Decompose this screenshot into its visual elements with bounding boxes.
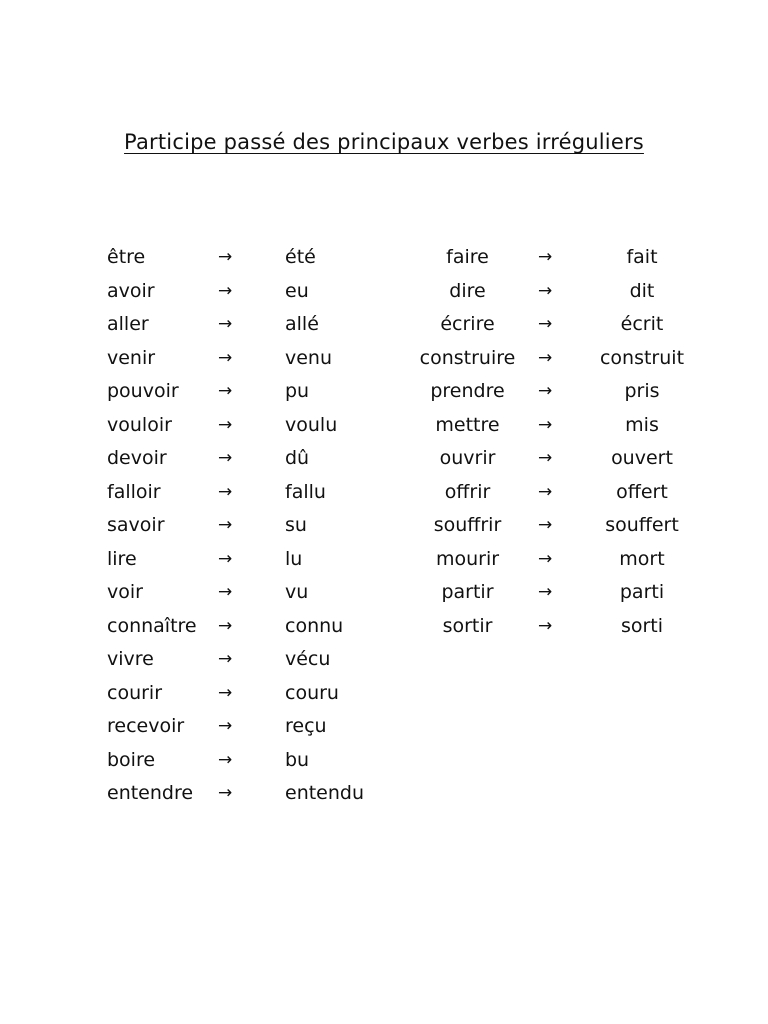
infinitive: offrir [444, 480, 491, 503]
infinitive: ouvrir [439, 447, 496, 469]
infinitive: voir [107, 581, 143, 603]
past-participle: fallu [285, 480, 326, 503]
arrow-icon: → [218, 515, 233, 535]
infinitive: connaître [107, 614, 197, 637]
past-participle: entendu [285, 782, 365, 804]
verb-row [0, 411, 400, 445]
past-participle: souffert [605, 514, 679, 536]
infinitive: faire [446, 246, 489, 268]
past-participle: vécu [285, 648, 331, 670]
past-participle: dit [629, 279, 655, 302]
verb-row [0, 746, 400, 780]
verb-row [0, 444, 400, 478]
arrow-icon: → [218, 716, 233, 736]
past-participle: reçu [285, 715, 327, 737]
arrow-icon: → [218, 582, 233, 602]
verb-row [0, 511, 400, 545]
page-title-text: Participe passé des principaux verbes irréguliers [124, 130, 644, 154]
infinitive: écrire [440, 313, 495, 335]
page-title [0, 130, 768, 154]
past-participle: allé [285, 313, 319, 335]
arrow-icon: → [218, 749, 233, 770]
infinitive: être [107, 246, 146, 268]
arrow-icon: → [538, 548, 553, 569]
verb-row [0, 679, 400, 713]
arrow-icon: → [538, 280, 553, 301]
arrow-icon: → [218, 481, 233, 502]
infinitive: mettre [435, 413, 500, 436]
verb-row [400, 243, 768, 277]
infinitive: souffrir [433, 514, 502, 536]
verb-row [0, 612, 400, 646]
infinitive: devoir [107, 447, 167, 469]
arrow-icon: → [538, 347, 553, 368]
infinitive: courir [107, 681, 163, 704]
past-participle: ouvert [611, 447, 673, 469]
arrow-icon: → [538, 615, 553, 636]
verb-row [0, 779, 400, 813]
arrow-icon: → [538, 381, 553, 401]
infinitive: prendre [430, 380, 505, 402]
verb-row [400, 411, 768, 445]
verb-row [400, 377, 768, 411]
verb-row [0, 578, 400, 612]
past-participle: pris [624, 380, 660, 402]
past-participle: été [285, 246, 316, 268]
verb-row [0, 377, 400, 411]
arrow-icon: → [538, 481, 553, 502]
verb-row [400, 612, 768, 646]
past-participle: mort [619, 547, 665, 570]
past-participle: pu [285, 380, 310, 402]
verb-row [0, 645, 400, 679]
infinitive: avoir [107, 279, 155, 302]
verb-list-left [0, 243, 400, 813]
arrow-icon: → [218, 783, 233, 803]
arrow-icon: → [218, 682, 233, 703]
arrow-icon: → [538, 448, 553, 468]
arrow-icon: → [538, 314, 553, 334]
arrow-icon: → [218, 381, 233, 401]
infinitive: pouvoir [107, 380, 179, 402]
verb-row [0, 243, 400, 277]
past-participle: écrit [620, 313, 664, 335]
infinitive: vivre [107, 648, 154, 670]
verb-row [400, 511, 768, 545]
infinitive: lire [107, 547, 137, 570]
past-participle: eu [285, 279, 309, 302]
verb-row [400, 277, 768, 311]
verb-list-right [400, 243, 768, 645]
infinitive: vouloir [107, 413, 172, 436]
past-participle: bu [285, 748, 310, 771]
infinitive: aller [107, 313, 149, 335]
arrow-icon: → [218, 615, 233, 636]
verb-row [400, 478, 768, 512]
arrow-icon: → [218, 314, 233, 334]
verb-row [400, 444, 768, 478]
infinitive: falloir [107, 480, 161, 503]
past-participle: voulu [285, 413, 338, 436]
verb-row [0, 712, 400, 746]
arrow-icon: → [538, 515, 553, 535]
arrow-icon: → [218, 247, 233, 267]
arrow-icon: → [538, 582, 553, 602]
verb-row [400, 578, 768, 612]
past-participle: lu [285, 547, 303, 570]
past-participle: connu [285, 614, 344, 637]
arrow-icon: → [538, 247, 553, 267]
arrow-icon: → [218, 448, 233, 468]
past-participle: fait [626, 246, 658, 268]
past-participle: venu [285, 346, 333, 369]
verb-row [400, 344, 768, 378]
arrow-icon: → [218, 280, 233, 301]
infinitive: sortir [442, 614, 493, 637]
verb-row [0, 310, 400, 344]
past-participle: construit [599, 346, 685, 369]
past-participle: couru [285, 681, 339, 704]
past-participle: parti [619, 581, 665, 603]
infinitive: boire [107, 748, 156, 771]
infinitive: mourir [435, 547, 500, 570]
infinitive: dire [449, 279, 486, 302]
arrow-icon: → [218, 649, 233, 669]
past-participle: vu [285, 581, 309, 603]
past-participle: dû [285, 447, 310, 469]
verb-row [400, 310, 768, 344]
infinitive: venir [107, 346, 156, 369]
infinitive: recevoir [107, 715, 185, 737]
infinitive: savoir [107, 514, 165, 536]
past-participle: su [285, 514, 307, 536]
verb-row [0, 344, 400, 378]
arrow-icon: → [538, 414, 553, 435]
verb-row [0, 545, 400, 579]
past-participle: sorti [620, 614, 664, 637]
arrow-icon: → [218, 414, 233, 435]
arrow-icon: → [218, 548, 233, 569]
infinitive: entendre [107, 782, 194, 804]
past-participle: mis [625, 413, 659, 436]
infinitive: construire [419, 346, 516, 369]
verb-row [0, 277, 400, 311]
infinitive: partir [441, 581, 494, 603]
verb-row [0, 478, 400, 512]
verb-row [400, 545, 768, 579]
arrow-icon: → [218, 347, 233, 368]
past-participle: offert [616, 480, 668, 503]
